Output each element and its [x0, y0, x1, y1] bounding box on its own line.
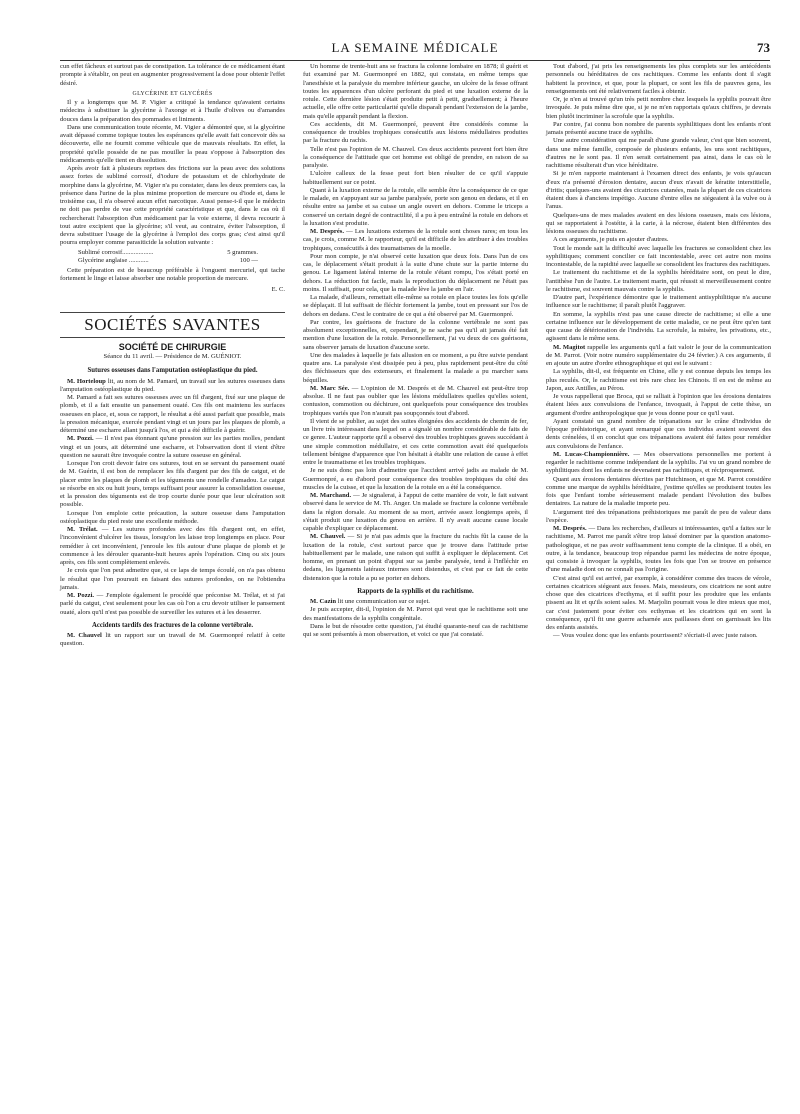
speaker-name: M. Trélat.	[67, 526, 98, 533]
speaker-name: M. Marc Sée.	[310, 384, 350, 392]
speaker-name: M. Marchand.	[310, 492, 352, 499]
paragraph: Après avoir fait à plusieurs reprises des frictions sur la peau avec des solutions assez fortes de sublimé corrosif, d'iodure de potassium et de chlorhydrate de morphine dans la glycérine, M. Vigier n'a pu constater, dans les deux premiers cas, la présence dans l'urine de la plus minime proportion de mercure ou d'iode et, dans le troisième cas, il n'a observé aucun effet narcotique. Aussi pense-t-il que le médecin ne doit pas perdre de vue cette propriété caractéristique et que, dans le cas où il rechercherait l'absorption d'un médicament par la voie externe, il devra recourir à tout autre excipient que la glycérine; s'il veut, au contraire, éviter l'absorption, il devra substituer l'usage de la glycérine à l'emploi des corps gras; c'est ainsi qu'il pourra employer comme parasiticide la solution suivante :	[60, 165, 285, 247]
paragraph: Ces accidents, dit M. Guermonpré, peuvent être considérés comme la conséquence de troubles trophiques consécutifs aux lésions médullaires produites par la fracture du rachis.	[303, 120, 528, 145]
paragraph: M. Pamard a fait ses sutures osseuses avec un fil d'argent, fixé sur une plaque de plomb, et il a fait ensuite un pansement ouaté. Ces fils ont maintenu les surfaces osseuses en place, et, sous ce rapport, le résultat a été aussi parfait que possible, mais la pression mécanique, exercée pendant vingt et un jours par les plaques de plomb, a déterminé une escharre allant jusqu'à l'os, et qui a été difficile à guérir.	[60, 394, 285, 434]
topic-heading: Accidents tardifs des fractures de la colonne vertébrale.	[91, 621, 254, 629]
paragraph: Lorsque l'on croit devoir faire ces sutures, tout en se servant du pansement ouaté de M. Guérin, il est bon de remplacer les fils d'argent par des fils de catgut, et de placer entre les plaques de plomb et les téguments une rondelle d'amadou. Le catgut se résorbe en six ou huit jours, temps suffisant pour assurer la consolidation osseuse, et la pression des téguments est de trop courte durée pour que leur ulcération soit possible.	[60, 460, 285, 509]
formula-table	[78, 249, 285, 266]
paragraph: Quelques-uns de mes malades avaient en des lésions osseuses, mais ces lésions, qui se rapportaient à l'ostéite, à la carie, à la nécrose, étaient bien différentes des lésions osseuses du rachitisme.	[546, 211, 771, 235]
paragraph: La syphilis, dit-il, est fréquente en Chine, elle y est connue depuis les temps les plus reculés. Or, le rachitisme est très rare chez les Chinois. Il en est de même au Japon, aux Antilles, au Pérou.	[546, 368, 771, 392]
paragraph: Quant à la luxation externe de la rotule, elle semble être la conséquence de ce que le malade, en s'appuyant sur sa jambe paralysée, porte son genou en dedans, et il en résulte entre sa jambe et sa cuisse un angle ouvert en dehors. Comme le triceps a conservé un certain degré de contractilité, il a pu à peu entraîné la rotule en dehors et la luxation s'est produite.	[303, 186, 528, 227]
paragraph: M. Pozzi. — Il n'est pas étonnant qu'une pression sur les parties molles, pendant vingt et un jours, ait déterminé une escharre, et l'observation dont il vient d'être question ne saurait être invoquée contre la suture osseuse en général.	[60, 435, 285, 459]
paragraph: Le traitement du rachitisme et de la syphilis héréditaire sont, on peut le dire, l'antithèse l'un de l'autre. Le traitement marin, qui réussit si merveilleusement contre le rachitisme, est souvent mauvais contre la syphilis.	[546, 269, 771, 293]
column-2	[303, 63, 528, 639]
paragraph: Dans une communication toute récente, M. Vigier a démontré que, si la glycérine avait dépassé comme topique toutes les espérances qu'elle avait fait concevoir dès sa découverte, elle ne fournit comme véhicule que de mauvais résultats. En effet, la propriété qu'elle possède de ne pas mouiller la peau s'oppose à l'absorption des médicaments qu'elle tient en dissolution.	[60, 123, 285, 164]
paragraph: C'est ainsi qu'il est arrivé, par exemple, à considérer comme des traces de vérole, certaines cicatrices siégeant aux fesses. Mais, messieurs, ces cicatrices ne sont autre chose que des cicatrices d'ecthyma, et il suffit pour les produire que les enfants pissent au lit et qu'ils soient sales. M. Marjolin pourrait vous le dire mieux que moi, car c'est justement pour éviter ces ecthymas et les cicatrices qui en sont la conséquence, qu'il fit une guerre acharnée aux paillasses dont on garnissait les lits des enfants assistés.	[546, 574, 771, 631]
speaker-name: M. Lucas-Championnière.	[553, 450, 630, 458]
speaker-name: M. Després.	[310, 228, 344, 235]
speaker-name: M. Després.	[553, 525, 587, 532]
page-header	[60, 40, 770, 61]
society-title: SOCIÉTÉ DE CHIRURGIE	[118, 341, 227, 352]
speaker-name: M. Cazin	[310, 598, 337, 605]
section-subheading: GLYCÉRINE ET GLYCÉRÉS	[132, 90, 213, 97]
paragraph: Dans le but de résoudre cette question, j'ai étudié quarante-neuf cas de rachitisme qui se sont présentés à mon observation, et voici ce que j'ai constaté.	[303, 622, 528, 638]
paragraph: Je puis accepter, dit-il, l'opinion de M. Parrot qui veut que le rachitisme soit une des manifestations de la syphilis congénitale.	[303, 606, 528, 622]
paragraph: M. Cazin lit une communication sur ce sujet.	[310, 598, 430, 605]
session-info: Séance du 11 avril. — Présidence de M. GUÉNIOT.	[103, 353, 242, 360]
paragraph: M. Trélat. — Les sutures profondes avec des fils d'argent ont, en effet, l'inconvénient d'ulcérer les tissus, lorsqu'on les laisse trop longtemps en place. Pour remédier à cet inconvénient, j'enroule les fils autour d'une plaque de plomb et je commence à les dérouler quarante-huit heures après l'opération. Cinq ou six jours après, ces fils sont complètement enlevés.	[60, 526, 285, 566]
journal-title: LA SEMAINE MÉDICALE	[331, 40, 499, 55]
speaker-name: M. Chauvel.	[310, 533, 346, 541]
speaker-name: M. Magitot	[553, 343, 586, 351]
author-signature: E. C.	[271, 285, 285, 293]
formula-row: Sublimé corrosif................... 5 grammes.	[78, 248, 258, 256]
paragraph: — Vous voulez donc que les enfants pourrissent? s'écriait-il avec juste raison.	[553, 632, 758, 640]
paragraph: Je crois que l'on peut admettre que, si ce laps de temps écoulé, on n'a pas obtenu le résultat que l'on poursuit en faisant des sutures profondes, on ne l'obtiendra jamais.	[60, 567, 285, 591]
paragraph: Si je m'en rapporte maintenant à l'examen direct des enfants, je vois qu'aucun d'eux n'a présenté d'érosion dentaire, aucun d'eux n'avait de kératite interstitielle, d'iritis; quelques-uns avaient des cicatrices cutanées, mais la plupart de ces cicatrices étaient dues à d'anciens impétigo. Aucune d'entre elles ne siégeaient à la vulve ou à l'anus.	[546, 170, 771, 211]
paragraph: Il vient de se publier, au sujet des suites éloignées des accidents de chemin de fer, un livre très intéressant dans lequel on a signalé un nombre considérable de faits de ce genre. L'auteur rapporte qu'il a observé des troubles trophiques graves succédant à une simple commotion médullaire, et ces cette commotion avait été quelquefois tellement bénigne d'apparence que l'on hésitait à établir une relation de cause à effet entre le traumatisme et les troubles trophiques.	[303, 417, 528, 466]
paragraph: Par contre, j'ai connu bon nombre de parents syphilitiques dont les enfants n'ont jamais présenté aucune trace de syphilis.	[546, 120, 771, 136]
paragraph: Quant aux érosions dentaires décrites par Hutchinson, et que M. Parrot considère comme une marque de syphilis héréditaire, j'estime qu'elles se produisent toutes les fois que l'enfant tombe sérieusement malade pendant l'évolution des bulbes dentaires. La nature de la maladie importe peu.	[546, 475, 771, 508]
paragraph: Cette préparation est de beaucoup préférable à l'onguent mercuriel, qui tache fortement le linge et laisse absorber une notable proportion de mercure.	[60, 267, 285, 283]
paragraph: Il y a longtemps que M. P. Vigier a critiqué la tendance qu'avaient certains médecins à substituer la glycérine à l'axonge et à l'huile d'olives ou d'amandes douces dans la préparation des pommades et liniments.	[60, 99, 285, 123]
paragraph: Pour mon compte, je n'ai observé cette luxation que deux fois. Dans l'un de ces cas, le déplacement s'était produit à la suite d'une chute sur la partie interne du genou. Le ligament latéral interne de la rotule s'étant rompu, l'os s'était porté en dehors. La réduction fut facile, mais la reproduction du déplacement ne l'était pas moins. Il suffisait, pour cela, que la malade lève la jambe en l'air.	[303, 252, 528, 293]
paragraph: D'autre part, l'expérience démontre que le traitement antisyphilitique n'a aucune influence sur le rachitisme; il paraît plutôt l'aggraver.	[546, 294, 771, 310]
paragraph: cun effet fâcheux et surtout pas de constipation. La tolérance de ce médicament étant prompte à s'établir, on peut en augmenter progressivement la dose pour obtenir l'effet désiré.	[60, 63, 285, 87]
paragraph: M. Marc Sée. — L'opinion de M. Després et de M. Chauvel est peut-être trop absolue. Il ne faut pas oublier que les lésions médullaires quelles qu'elles soient, contusion, commotion ou déchirure, ont quelquefois pour conséquence des troubles trophiques variés que l'on n'aurait pas soupçonnés tout d'abord.	[303, 384, 529, 417]
paragraph: Une autre considération qui me paraît d'une grande valeur, c'est que bien souvent, dans une même famille, composée de plusieurs enfants, les uns sont rachitiques, d'autres ne le sont pas. Il n'en serait certainement pas ainsi, dans le cas où le rachitisme résulterait d'un vice héréditaire.	[546, 137, 771, 169]
paragraph: Telle n'est pas l'opinion de M. Chauvel. Ces deux accidents peuvent fort bien être la conséquence de l'attitude que cet homme est obligé de prendre, en raison de sa paralysie.	[303, 145, 528, 169]
paragraph: M. Horteloup lit, au nom de M. Pamard, un travail sur les sutures osseuses dans l'amputation ostéoplastique du pied.	[60, 377, 286, 393]
speaker-name: M. Chauvel	[67, 632, 102, 639]
paragraph: Or, je n'en ai trouvé qu'un très petit nombre chez lesquels la syphilis pouvait être invoquée. Je puis même dire que, si je ne m'en rapportais qu'aux chiffres, je devrais bien plutôt incriminer la scrofule que la syphilis.	[546, 96, 771, 120]
paragraph: Tout d'abord, j'ai pris les renseignements les plus complets sur les antécédents personnels ou héréditaires de ces rachitiques. Comme les enfants dont il s'agit habitent la province, et que, pour la plupart, ce sont les fils de pauvres gens, les renseignements ont été relativement faciles à obtenir.	[546, 63, 771, 95]
paragraph: Je ne suis donc pas loin d'admettre que l'accident arrivé jadis au malade de M. Guermonpré, a eu d'abord pour conséquence des troubles trophiques du côté des muscles de la cuisse, et que la luxation de la rotule en a été la conséquence.	[303, 467, 528, 491]
paragraph: M. Chauvel lit un rapport sur un travail de M. Guermonpré relatif à cette question.	[60, 632, 286, 648]
paragraph: M. Pozzi. — J'emploie également le procédé que préconise M. Trélat, et si j'ai parlé du catgut, c'est seulement pour les cas où l'on a cru devoir utiliser le pansement ouaté, alors qu'il n'est pas possible de surveiller les sutures et à les desserrer.	[60, 592, 285, 616]
paragraph: Par contre, les guérisons de fracture de la colonne vertébrale ne sont pas absolument exceptionnelles, et, cependant, je ne sache pas qu'il ait jamais été fait mention d'une luxation de la rotule. Personnellement, j'ai vu deux de ces guérisons, sans observer jamais de luxation d'aucune sorte.	[303, 318, 528, 351]
paragraph: Une des malades à laquelle je fais allusion en ce moment, a pu être suivie pendant quatre ans. La paralysie s'est dissipée peu à peu, plus rapidement peut-être du côté des fléchisseurs que des extenseurs, et finalement la malade a pu marcher sans béquilles.	[303, 351, 528, 384]
column-3	[546, 63, 771, 641]
topic-heading: Sutures osseuses dans l'amputation ostéoplastique du pied.	[87, 367, 258, 375]
section-banner: SOCIÉTÉS SAVANTES	[60, 312, 285, 338]
paragraph: M. Chauvel. — Si je n'ai pas admis que la fracture du rachis fût la cause de la luxation de la rotule, c'est surtout parce que je trouve dans l'attitude prise habituellement par le malade, une raison qui suffit à expliquer le déplacement. Cet homme, en prenant un point d'appui sur sa jambe paralysée, tend à l'infléchir en dedans, les ligaments latéraux internes sont distendus, et c'est par ce fait de cette distension que la rotule a pu se porter en dehors.	[303, 533, 528, 582]
paragraph: M. Magitot rappelle les arguments qu'il a fait valoir le jour de la communication de M. Parrot. (Voir notre numéro supplémentaire du 24 février.) A ces arguments, il en ajoute un autre d'ordre ethnographique et qui est le suivant :	[546, 343, 772, 367]
paragraph: Ayant constaté un grand nombre de trépanations sur le crâne d'individus de l'époque préhistorique, et ayant remarqué que ces individus avaient souvent des dents crénelées, il en conclut que ces trépanations avaient été faites pour remédier aux convulsions de l'enfance.	[546, 417, 771, 450]
paragraph: M. Lucas-Championnière. — Mes observations personnelles me portent à regarder le rachitisme comme indépendant de la syphilis. J'ai vu un grand nombre de syphilitiques dont les enfants ne devenaient pas rachitiques, et réciproquement.	[546, 450, 771, 475]
paragraph: Tout le monde sait la difficulté avec laquelle les fractures se consolident chez les syphilitiques; comment concilier ce fait incontestable, avec cet autre non moins incontestable, de la rapidité avec laquelle se consolident les fractures des rachitiques.	[546, 244, 771, 268]
paragraph: L'ulcère calleux de la fesse peut fort bien résulter de ce qu'il s'appuie habituellement sur ce point.	[303, 170, 528, 186]
paragraph: M. Després. — Les luxations externes de la rotule sont choses rares; en tous les cas, je crois, comme M. le rapporteur, qu'il est difficile de les attribuer à des troubles trophiques, consécutifs à des traumatismes de la moelle.	[303, 228, 528, 252]
page-number: 73	[757, 40, 770, 55]
paragraph: En somme, la syphilis n'est pas une cause directe de rachitisme; si elle a une certaine influence sur le développement de cette maladie, ce ne peut être qu'en tant que cause de détérioration de l'individu. La scrofule, la misère, les privations, etc., agissent dans le même sens.	[546, 310, 771, 343]
speaker-name: M. Pozzi.	[67, 592, 95, 599]
paragraph: A ces arguments, je puis en ajouter d'autres.	[553, 236, 669, 244]
speaker-name: M. Pozzi.	[67, 435, 94, 443]
column-1	[60, 63, 285, 649]
paragraph: M. Després. — Dans les recherches, d'ailleurs si intéressantes, qu'il a faites sur le rachitisme, M. Parrot me paraît s'être trop laissé dominer par la question anatomo-pathologique, et ne pas avoir suffisamment tenu compte de la clinique. Il a obéi, en outre, à la tendance, beaucoup trop répandue parmi les médecins de notre époque, qui consiste à invoquer la syphilis, toutes les fois que l'on se trouve en présence d'une maladie dont on ne connaît pas l'origine.	[546, 525, 771, 574]
paragraph: Lorsque l'on emploie cette précaution, la suture osseuse dans l'amputation ostéoplastique du pied reste une excellente méthode.	[60, 509, 285, 525]
paragraph: L'argument tiré des trépanations préhistoriques me paraît de peu de valeur dans l'espèce.	[546, 508, 771, 524]
paragraph: Je vous rappellerai que Broca, qui se ralliait à l'opinion que les érosions dentaires étaient liées aux convulsions de l'enfance, invoquait, à l'appui de cette thèse, un argument d'ordre anthropologique que je vous donne pour ce qu'il vaut.	[546, 393, 771, 417]
paragraph: Un homme de trente-huit ans se fractura la colonne lombaire en 1878; il guérit et fut examiné par M. Guermonpré en 1882, qui constata, en même temps que l'anesthésie et la paralysie du membre inférieur gauche, un ulcère de la fesse offrant toutes les apparences d'un ulcère perforant du pied et une luxation externe de la rotule. Cette dernière lésion s'était produite petit à petit, graduellement; à l'heure actuelle, elle offre cette particularité qu'elle disparaît pendant l'extension de la jambe, mais qu'elle apparaît pendant la flexion.	[303, 63, 528, 120]
speaker-name: M. Horteloup	[67, 377, 106, 385]
paragraph: M. Marchand. — Je signalerai, à l'appui de cette manière de voir, le fait suivant observé dans le service de M. Th. Anger. Un malade se fracture la colonne vertébrale dans la région dorsale. Au moment de sa mort, arrivée assez longtemps après, il s'était produit une luxation du genou en arrière. Il n'y avait aucune cause locale capable d'expliquer ce déplacement.	[303, 492, 528, 532]
paragraph: La malade, d'ailleurs, remettait elle-même sa rotule en place toutes les fois qu'elle se déplaçait. Il lui suffisait de fléchir fortement la jambe, tout en pressant sur l'os de dehors en dedans. C'est le contraire de ce qui a été observé par M. Guermonpré.	[303, 294, 528, 318]
topic-heading: Rapports de la syphilis et du rachitisme.	[357, 587, 474, 595]
formula-row: Glycérine anglaise ............ 100 —	[78, 256, 258, 264]
